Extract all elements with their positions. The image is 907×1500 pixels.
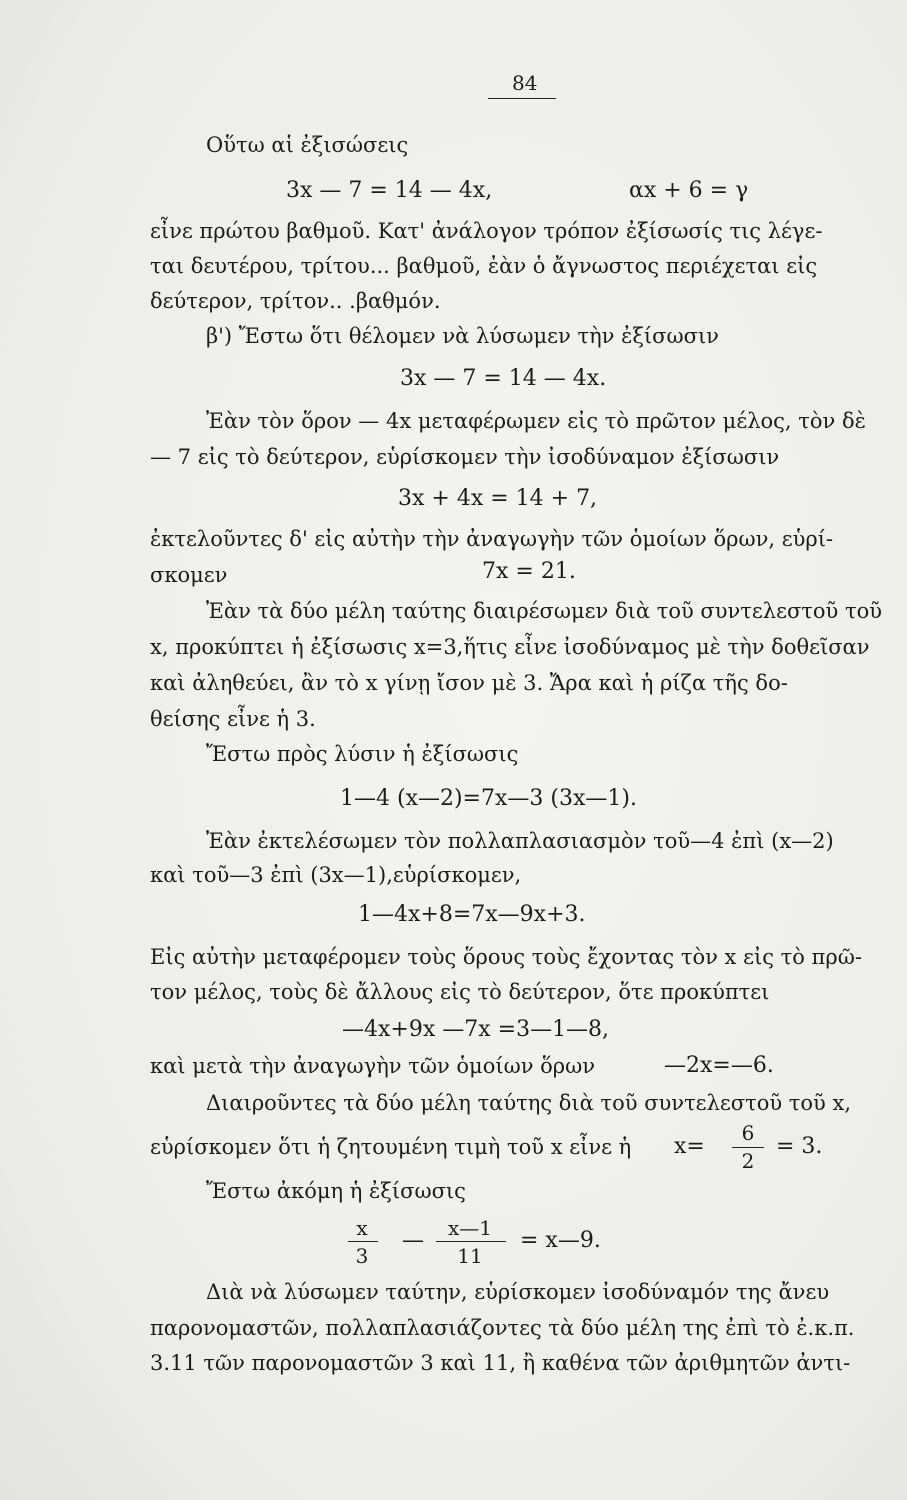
- text-line: Ἐὰν τὸν ὅρον — 4x μεταφέρωμεν εἰς τὸ πρῶτον μέλος, τὸν δὲ: [206, 409, 866, 433]
- page-number-rule: [488, 98, 556, 99]
- equation: —2x=—6.: [664, 1053, 774, 1078]
- text-line: Οὕτω αἱ ἐξισώσεις: [206, 133, 409, 157]
- equation: = x—9.: [520, 1228, 601, 1253]
- equation: αx + 6 = γ: [629, 178, 749, 203]
- text-line: Εἰς αὐτὴν μεταφέρομεν τοὺς ὅρους τοὺς ἔχοντας τὸν x εἰς τὸ πρῶ-: [150, 945, 862, 969]
- page-number: 84: [512, 71, 538, 95]
- text-line: εἶνε πρώτου βαθμοῦ. Κατ' ἀνάλογον τρόπον ἐξίσωσίς τις λέγε-: [150, 219, 823, 243]
- text-line: β') Ἔστω ὅτι θέλομεν νὰ λύσωμεν τὴν ἐξίσωσιν: [206, 324, 719, 348]
- text-line: Ἔστω ἀκόμη ἡ ἐξίσωσις: [206, 1179, 466, 1203]
- text-line: Ἔστω πρὸς λύσιν ἡ ἐξίσωσις: [206, 742, 519, 766]
- fraction-bar: [732, 1147, 764, 1148]
- fraction-bar: [348, 1241, 378, 1242]
- equation: 3x — 7 = 14 — 4x,: [286, 178, 493, 203]
- text-line: ται δευτέρου, τρίτου... βαθμοῦ, ἐὰν ὁ ἄγνωστος περιέχεται εἰς: [150, 254, 818, 278]
- text-line: Διὰ νὰ λύσωμεν ταύτην, εὑρίσκομεν ἰσοδύναμόν της ἄνευ: [206, 1280, 830, 1304]
- text-line: x, προκύπτει ἡ ἐξίσωσις x=3,ἥτις εἶνε ἰσοδύναμος μὲ τὴν δοθεῖσαν: [150, 635, 870, 659]
- fraction-denominator: 3: [355, 1244, 369, 1268]
- equation: x=: [674, 1134, 705, 1159]
- equation: 1—4x+8=7x—9x+3.: [358, 902, 586, 927]
- text-line: σκομεν: [150, 563, 228, 587]
- equation: 1—4 (x—2)=7x—3 (3x—1).: [340, 786, 637, 811]
- text-line: καὶ μετὰ τὴν ἀναγωγὴν τῶν ὁμοίων ὅρων: [150, 1054, 596, 1078]
- equation: —4x+9x —7x =3—1—8,: [342, 1017, 610, 1042]
- minus-sign: —: [402, 1228, 424, 1253]
- equation: 7x = 21.: [482, 559, 576, 584]
- fraction-denominator: 11: [457, 1244, 483, 1268]
- equation: = 3.: [776, 1134, 823, 1159]
- fraction-numerator: x: [356, 1216, 368, 1240]
- equation: 3x + 4x = 14 + 7,: [398, 486, 598, 511]
- text-line: παρονομαστῶν, πολλαπλασιάζοντες τὰ δύο μέλη της ἐπὶ τὸ ἐ.κ.π.: [150, 1316, 855, 1340]
- fraction-denominator: 2: [741, 1149, 755, 1173]
- text-line: θείσης εἶνε ἡ 3.: [150, 707, 316, 731]
- text-line: δεύτερον, τρίτον.. .βαθμόν.: [150, 289, 441, 313]
- fraction-bar: [436, 1241, 506, 1242]
- text-line: ἐκτελοῦντες δ' εἰς αὐτὴν τὴν ἀναγωγὴν τῶν ὁμοίων ὅρων, εὑρί-: [150, 527, 834, 551]
- equation: 3x — 7 = 14 — 4x.: [400, 366, 607, 391]
- fraction-numerator: 6: [741, 1121, 755, 1145]
- fraction-numerator: x—1: [447, 1216, 492, 1240]
- text-line: καὶ τοῦ—3 ἐπὶ (3x—1),εὑρίσκομεν,: [150, 863, 522, 887]
- text-line: — 7 εἰς τὸ δεύτερον, εὑρίσκομεν τὴν ἰσοδύναμον ἐξίσωσιν: [150, 445, 780, 469]
- text-line: 3.11 τῶν παρονομαστῶν 3 καὶ 11, ἢ καθένα τῶν ἀριθμητῶν ἀντι-: [150, 1351, 851, 1375]
- text-line: Διαιροῦντες τὰ δύο μέλη ταύτης διὰ τοῦ συντελεστοῦ τοῦ x,: [206, 1091, 852, 1115]
- text-line: εὑρίσκομεν ὅτι ἡ ζητουμένη τιμὴ τοῦ x εἶνε ἡ: [150, 1135, 632, 1159]
- text-line: τον μέλος, τοὺς δὲ ἄλλους εἰς τὸ δεύτερον, ὅτε προκύπτει: [150, 980, 770, 1004]
- text-line: καὶ ἀληθεύει, ἂν τὸ x γίνῃ ἴσον μὲ 3. Ἄρα καὶ ἡ ρίζα τῆς δο-: [150, 671, 788, 695]
- text-line: Ἐὰν ἐκτελέσωμεν τὸν πολλαπλασιασμὸν τοῦ—4 ἐπὶ (x—2): [206, 829, 834, 853]
- text-line: Ἐὰν τὰ δύο μέλη ταύτης διαιρέσωμεν διὰ τοῦ συντελεστοῦ τοῦ: [206, 599, 883, 623]
